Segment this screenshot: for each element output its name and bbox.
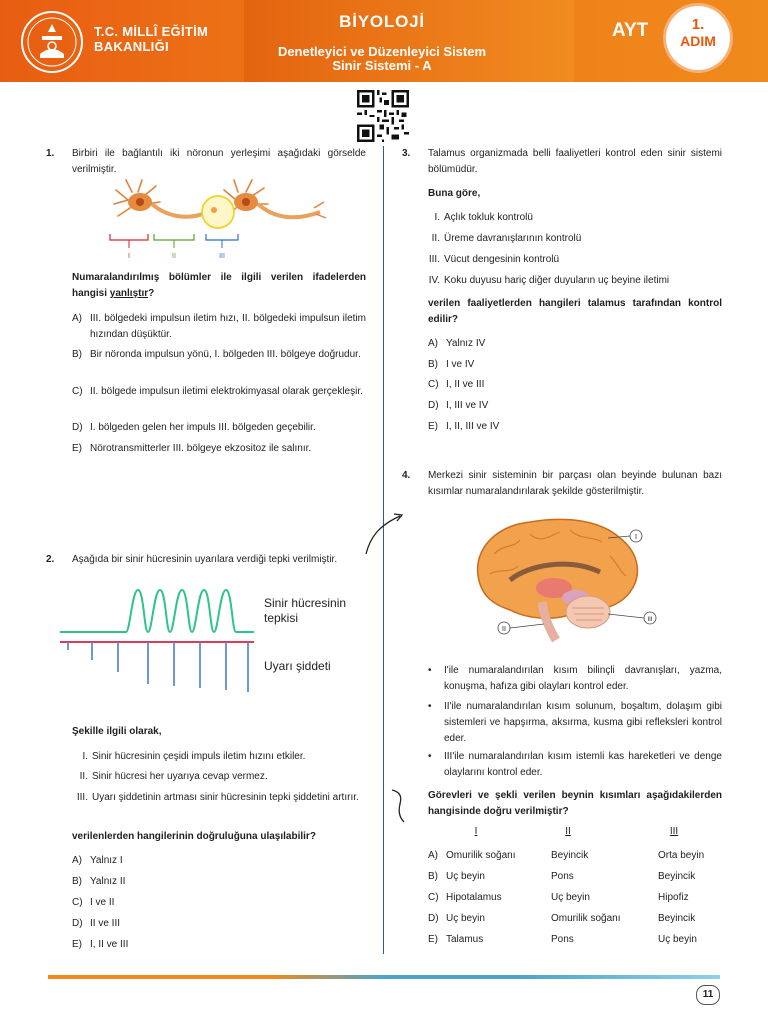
statement-text: Koku duyusu hariç diğer duyuların uç beyine iletimi — [444, 275, 670, 286]
q4-question: Görevleri ve şekli verilen beynin kısımları aşağıdakilerden hangisinde doğru verilmiştir? — [428, 790, 722, 817]
q1-label-ii: II — [172, 253, 176, 260]
q4-bullet-1 — [428, 663, 722, 695]
option-text: III. bölgedeki impulsun iletim hızı, II. bölgedeki impulsun iletim hızından düşüktür. — [90, 313, 366, 340]
q2-statement-i — [72, 749, 366, 765]
page-number: 11 — [696, 985, 720, 1005]
q3-stem: Talamus organizmada belli faaliyetleri kontrol eden sinir sistemi bölümüdür. — [428, 148, 722, 175]
roman-numeral: I. — [82, 751, 88, 762]
bullet-icon: • — [428, 751, 432, 762]
option-key: D) — [72, 918, 83, 929]
topic-line-1: Denetleyici ve Düzenleyici Sistem — [277, 44, 487, 59]
cell-i: Hipotalamus — [446, 892, 502, 903]
option-text: Yalnız II — [90, 876, 126, 887]
q3-statement-iii — [422, 252, 722, 268]
q3-option-a[interactable] — [428, 336, 485, 352]
option-key: A) — [428, 338, 438, 349]
q1-number: 1. — [46, 148, 55, 159]
option-key: B) — [72, 876, 82, 887]
q3-number: 3. — [402, 148, 411, 159]
cell-i: Talamus — [446, 934, 484, 945]
option-key: C) — [72, 897, 83, 908]
option-key: E) — [72, 939, 82, 950]
option-text: II. bölgede impulsun iletimi elektrokimyasal olarak gerçekleşir. — [90, 386, 363, 397]
brain-label-iii: III — [647, 617, 653, 623]
bullet-icon: • — [428, 701, 432, 712]
cell-iii: Hipofiz — [658, 892, 689, 903]
cell-ii: Uç beyin — [551, 892, 590, 903]
q1-option-e[interactable] — [72, 441, 366, 457]
roman-numeral: I. — [434, 212, 440, 223]
option-key: E) — [72, 443, 82, 454]
cell-ii: Pons — [551, 871, 574, 882]
q1-question-text: Numaralandırılmış bölümler ile ilgili verilen ifadelerden hangisi — [72, 272, 366, 299]
cell-i: Uç beyin — [446, 871, 485, 882]
step-number: 1. — [691, 16, 705, 33]
option-text: I ve II — [90, 897, 115, 908]
q1-question-mark: ? — [148, 288, 155, 299]
q1-option-a[interactable] — [72, 311, 366, 343]
option-text: I, II, III ve IV — [446, 421, 500, 432]
q3-option-d[interactable] — [428, 398, 488, 414]
option-key: B) — [72, 349, 82, 360]
option-key: D) — [72, 422, 83, 433]
exam-label: AYT — [612, 20, 649, 41]
q3-statement-i — [422, 210, 722, 226]
step-word: ADIM — [680, 33, 716, 49]
q4-number: 4. — [402, 470, 411, 481]
cell-i: Uç beyin — [446, 913, 485, 924]
cell-iii: Beyincik — [658, 871, 696, 882]
topic-title — [250, 45, 514, 73]
option-key: E) — [428, 421, 438, 432]
q2-question: verilenlerden hangilerinin doğruluğuna ulaşılabilir? — [72, 831, 316, 842]
handwritten-bracket-mark — [388, 786, 410, 826]
option-key: A) — [72, 855, 82, 866]
q3-statement-ii — [422, 231, 722, 247]
option-text: Nörotransmitterler III. bölgeye ekzositoz ile salınır. — [90, 443, 312, 454]
q1-option-c[interactable] — [72, 384, 366, 400]
q1-question — [72, 270, 366, 302]
bullet-text: II'ile numaralandırılan kısım solunum, boşaltım, dolaşım gibi sistemleri ve hapşırma, aksırma, kusma gibi refleksleri kontrol eder. — [444, 701, 722, 744]
ministry-line-1: T.C. MİLLÎ EĞİTİM — [94, 24, 209, 39]
cell-iii: Uç beyin — [658, 934, 697, 945]
statement-text: Açlık tokluk kontrolü — [444, 212, 533, 223]
cell-ii: Beyincik — [551, 850, 589, 861]
roman-numeral: IV. — [428, 275, 440, 286]
q4-stem: Merkezi sinir sisteminin bir parçası olan beyinde bulunan bazı kısımlar numaralandırılarak şekilde gösterilmiştir. — [428, 470, 722, 497]
q2-intro: Şekille ilgili olarak, — [72, 726, 162, 737]
table-header-ii: II — [565, 826, 571, 837]
q2-option-b[interactable] — [72, 874, 125, 890]
cell-iii: Orta beyin — [658, 850, 705, 861]
q1-stem: Birbiri ile bağlantılı iki nöronun yerleşimi aşağıdaki görselde verilmiştir. — [72, 148, 366, 175]
page-header — [0, 0, 768, 82]
q2-option-d[interactable] — [72, 916, 120, 932]
statement-text: Uyarı şiddetinin artması sinir hücresinin tepki şiddetini artırır. — [92, 792, 359, 803]
q3-option-c[interactable] — [428, 377, 484, 393]
footer-bar — [48, 975, 720, 979]
roman-numeral: II. — [79, 771, 88, 782]
step-badge — [666, 6, 730, 70]
option-text: Yalnız I — [90, 855, 123, 866]
q1-option-d[interactable] — [72, 420, 366, 436]
q2-statement-iii — [72, 790, 366, 806]
option-key: B) — [428, 871, 438, 882]
q3-option-b[interactable] — [428, 357, 474, 373]
response-label-line-2: tepkisi — [264, 611, 299, 625]
q1-option-b[interactable] — [72, 347, 366, 363]
ministry-name — [94, 24, 208, 54]
option-key: C) — [428, 892, 439, 903]
roman-numeral: III. — [76, 792, 88, 803]
cell-iii: Beyincik — [658, 913, 696, 924]
ministry-line-2: BAKANLIĞI — [94, 39, 169, 54]
q2-option-e[interactable] — [72, 937, 128, 953]
option-text: I, II ve III — [90, 939, 129, 950]
option-text: I, III ve IV — [446, 400, 489, 411]
roman-numeral: III. — [428, 254, 440, 265]
bullet-text: III'ile numaralandırılan kısım istemli kas hareketleri ve denge olaylarını kontrol eder. — [444, 751, 722, 778]
handwritten-arrow-mark — [360, 508, 406, 558]
ministry-logo-icon — [20, 10, 84, 74]
statement-text: Sinir hücresi her uyarıya cevap vermez. — [92, 771, 268, 782]
statement-text: Üreme davranışlarının kontrolü — [444, 233, 582, 244]
q1-label-i: I — [128, 253, 130, 260]
option-text: II ve III — [90, 918, 121, 929]
neuron-diagram — [108, 178, 328, 260]
q2-option-a[interactable] — [72, 853, 123, 869]
q2-stem: Aşağıda bir sinir hücresinin uyarılara verdiği tepki verilmiştir. — [72, 554, 338, 565]
q2-option-c[interactable] — [72, 895, 114, 911]
option-text: I, II ve III — [446, 379, 485, 390]
option-text: Yalnız IV — [446, 338, 486, 349]
q3-question: verilen faaliyetlerden hangileri talamus tarafından kontrol edilir? — [428, 298, 722, 325]
q1-question-emphasis: yanlıştır — [109, 288, 149, 299]
roman-numeral: II. — [431, 233, 440, 244]
response-label-line-1: Sinir hücresinin — [264, 596, 347, 610]
brain-diagram — [470, 514, 690, 646]
bullet-text: I'ile numaralandırılan kısım bilinçli davranışları, yazma, konuşma, hafıza gibi olayları kontrol eder. — [444, 665, 722, 692]
stimulus-response-chart — [56, 580, 362, 700]
q1-label-iii: III — [219, 253, 225, 260]
topic-line-2: Sinir Sistemi - A — [332, 58, 432, 73]
q2-statement-ii — [72, 769, 366, 785]
option-key: A) — [428, 850, 438, 861]
cell-ii: Omurilik soğanı — [551, 913, 621, 924]
table-header-i: I — [474, 826, 478, 837]
statement-text: Vücut dengesinin kontrolü — [444, 254, 560, 265]
option-key: A) — [72, 313, 82, 324]
subject-title: BİYOLOJİ — [339, 12, 425, 31]
q4-bullet-3 — [428, 749, 722, 781]
qr-code-icon[interactable] — [357, 90, 409, 142]
q4-bullet-2 — [428, 699, 722, 747]
option-key: C) — [72, 386, 83, 397]
cell-ii: Pons — [551, 934, 574, 945]
q3-lead: Buna göre, — [428, 188, 481, 199]
table-header-iii: III — [669, 826, 679, 837]
option-key: B) — [428, 359, 438, 370]
option-key: D) — [428, 913, 439, 924]
stimulus-label: Uyarı şiddeti — [264, 659, 331, 673]
q2-number: 2. — [46, 554, 55, 565]
bullet-icon: • — [428, 665, 432, 676]
statement-text: Sinir hücresinin çeşidi impuls iletim hızını etkiler. — [92, 751, 306, 762]
option-text: I ve IV — [446, 359, 475, 370]
q3-option-e[interactable] — [428, 419, 499, 435]
brain-label-i: I — [635, 534, 637, 541]
cell-i: Omurilik soğanı — [446, 850, 516, 861]
option-text: Bir nöronda impulsun yönü, I. bölgeden III. bölgeye doğrudur. — [90, 349, 361, 360]
option-text: I. bölgeden gelen her impuls III. bölgeden geçebilir. — [90, 422, 316, 433]
q3-statement-iv — [422, 273, 722, 289]
option-key: D) — [428, 400, 439, 411]
option-key: E) — [428, 934, 438, 945]
brain-label-ii: II — [502, 626, 506, 633]
option-key: C) — [428, 379, 439, 390]
